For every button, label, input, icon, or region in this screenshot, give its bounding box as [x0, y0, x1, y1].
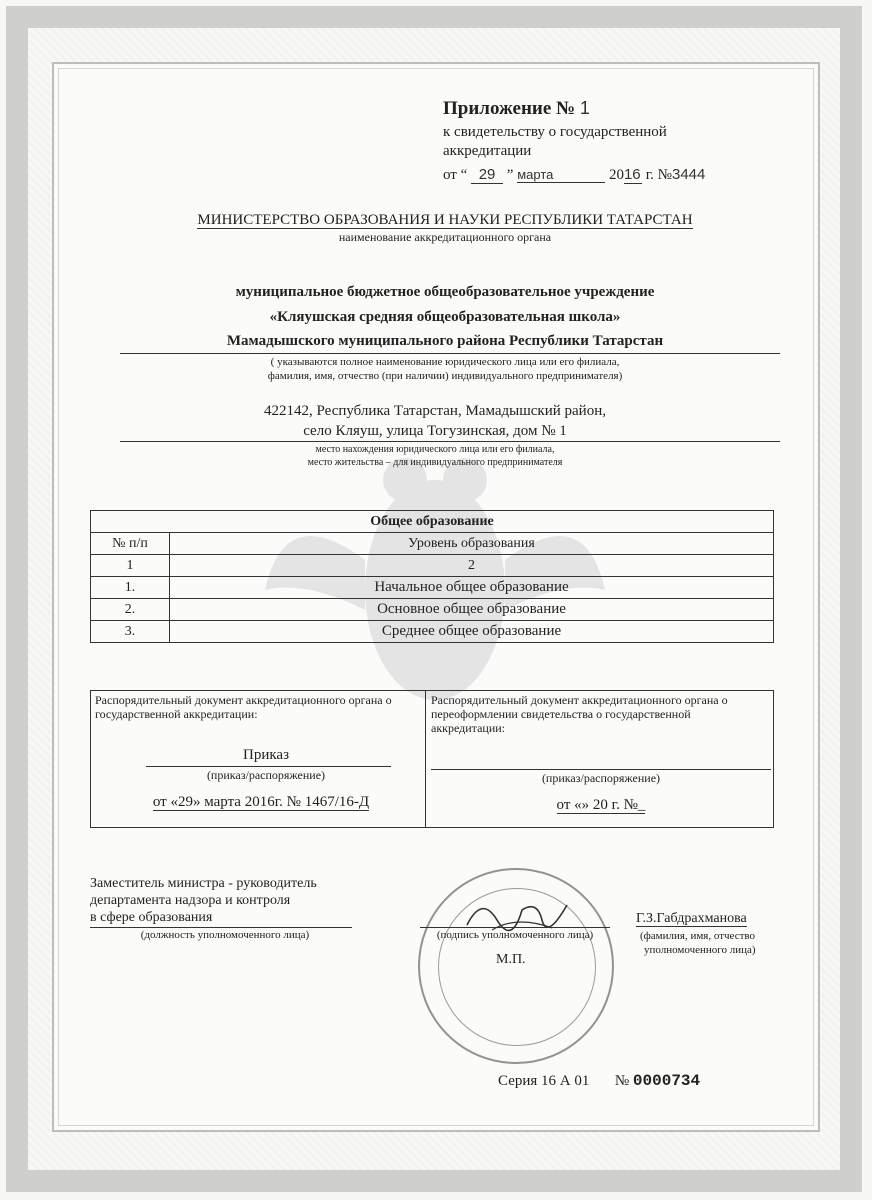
- row-level: Основное общее образование: [170, 599, 774, 621]
- appendix-title: [443, 98, 590, 120]
- signature-caption: (подпись уполномоченного лица): [436, 929, 594, 941]
- series-number: 0000734: [632, 1072, 701, 1090]
- position-line1: Заместитель министра - руководитель: [90, 876, 317, 891]
- quote-close: ”: [506, 167, 514, 183]
- education-table: [90, 510, 774, 643]
- signer-name: Г.З.Габдрахманова: [636, 911, 747, 926]
- table-header-row: [91, 533, 774, 555]
- institution-line2: «Кляушская средняя общеобразовательная школа»: [269, 309, 621, 325]
- organ-name: МИНИСТЕРСТВО ОБРАЗОВАНИЯ И НАУКИ РЕСПУБЛИКИ ТАТАРСТАН: [197, 212, 693, 228]
- year-prefix: 20: [608, 167, 624, 183]
- appendix-line1: к свидетельству о государственной: [443, 124, 667, 140]
- header-level: Уровень образования: [170, 533, 774, 555]
- left-doc-type: Приказ: [242, 747, 289, 763]
- cert-number: 3444: [671, 166, 706, 183]
- table-row: [91, 599, 774, 621]
- right-doc-caption: (приказ/распоряжение): [541, 771, 661, 785]
- documents-box: [90, 690, 774, 828]
- address-caption1: место нахождения юридического лица или его филиала,: [315, 444, 555, 455]
- stamp-mark: М.П.: [496, 952, 526, 967]
- year-no-label: г. №: [645, 167, 672, 183]
- left-doc-type-underline: [146, 766, 391, 767]
- date-day: 29: [471, 166, 503, 184]
- appendix-number: 1: [579, 98, 590, 118]
- documents-divider: [425, 691, 426, 827]
- date-month: марта: [517, 167, 605, 183]
- index-level: 2: [170, 555, 774, 577]
- right-doc-heading: Распорядительный документ аккредитационного органа о переоформлении свидетельства о государственной аккредитации:: [431, 693, 728, 735]
- series-no-label: №: [614, 1073, 630, 1089]
- organ-block: [90, 212, 800, 229]
- address-line1: 422142, Республика Татарстан, Мамадышский район,: [264, 403, 606, 419]
- signer-caption2: уполномоченного лица): [644, 944, 756, 956]
- from-prefix: от: [443, 167, 457, 183]
- position-caption: (должность уполномоченного лица): [140, 929, 310, 941]
- right-doc-date: от «» 20 г. №_: [556, 797, 646, 813]
- right-doc-type-underline: [431, 769, 771, 770]
- signer-name-block: [636, 911, 747, 927]
- table-row: [91, 621, 774, 643]
- row-level: Среднее общее образование: [170, 621, 774, 643]
- table-title: Общее образование: [91, 511, 774, 533]
- position-underline: [90, 927, 352, 928]
- institution-line1: муниципальное бюджетное общеобразовательное учреждение: [235, 284, 655, 300]
- left-doc-caption: (приказ/распоряжение): [206, 768, 326, 782]
- row-level: Начальное общее образование: [170, 577, 774, 599]
- series-line: [498, 1072, 700, 1090]
- table-index-row: [91, 555, 774, 577]
- quote-open: “: [460, 167, 468, 183]
- address-caption2: место жительства – для индивидуального предпринимателя: [307, 457, 563, 468]
- institution-line3: Мамадышского муниципального района Республики Татарстан: [226, 333, 664, 349]
- signer-caption1: (фамилия, имя, отчество: [640, 930, 756, 942]
- institution-underline: [120, 353, 780, 354]
- address-line2: село Кляуш, улица Тогузинская, дом № 1: [303, 423, 567, 439]
- year-suffix: 16: [623, 166, 641, 183]
- series-label: Серия 16 А 01: [498, 1073, 590, 1089]
- position-line2: департамента надзора и контроля: [90, 893, 291, 908]
- left-doc-date: от «29» марта 2016г. № 1467/16-Д: [152, 794, 370, 810]
- appendix-line2: аккредитации: [443, 143, 532, 159]
- left-doc-date-block: [111, 794, 411, 811]
- appendix-date-line: [443, 166, 743, 184]
- left-doc-heading: Распорядительный документ аккредитационного органа о государственной аккредитации:: [95, 693, 392, 721]
- right-doc-date-block: [431, 797, 771, 814]
- table-title-row: [91, 511, 774, 533]
- index-no: 1: [91, 555, 170, 577]
- row-no: 3.: [91, 621, 170, 643]
- table-row: [91, 577, 774, 599]
- row-no: 1.: [91, 577, 170, 599]
- header-no: № п/п: [91, 533, 170, 555]
- appendix-title-text: Приложение №: [443, 98, 576, 119]
- institution-caption2: фамилия, имя, отчество (при наличии) индивидуального предпринимателя): [267, 370, 623, 382]
- signature-underline: [420, 927, 610, 928]
- organ-caption: наименование аккредитационного органа: [338, 230, 552, 244]
- address-underline: [120, 441, 780, 442]
- position-line3: в сфере образования: [90, 910, 213, 925]
- institution-caption1: ( указываются полное наименование юридического лица или его филиала,: [270, 356, 620, 368]
- row-no: 2.: [91, 599, 170, 621]
